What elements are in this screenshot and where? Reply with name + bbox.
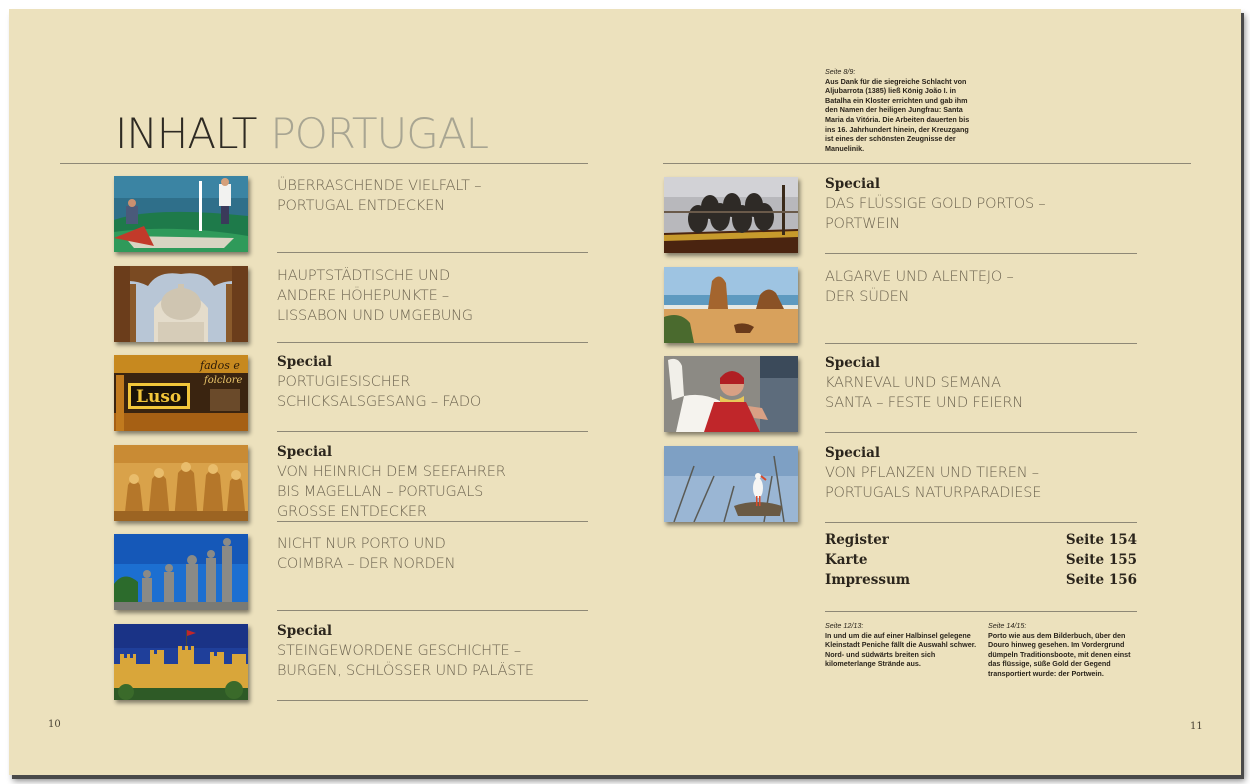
entry-rule [277, 521, 588, 522]
entry-title: NICHT NUR PORTO UND COIMBRA – DER NORDEN [277, 536, 456, 573]
entry-rule [825, 522, 1137, 523]
caption-bottom-right-ref: Seite 14/15: [988, 621, 1027, 630]
register-rule [825, 611, 1137, 612]
caption-bottom-left [825, 621, 977, 669]
entry-title: STEINGEWORDENE GESCHICHTE – BURGEN, SCHLÖSSER UND PALÄSTE [277, 643, 534, 679]
caption-bottom-left-text: In und um die auf einer Halbinsel gelegene Kleinstadt Peniche fällt die Auswahl schwer. Nord- und südwärts breiten sich kilometerlange Strände aus. [825, 630, 977, 669]
impressum-row[interactable] [825, 572, 1137, 592]
port-wine-barrels-photo [664, 177, 798, 253]
entry-rule [277, 342, 588, 343]
caption-bottom-right [988, 621, 1138, 679]
discoveries-monument-photo [114, 445, 248, 521]
entry-title: PORTUGIESISCHER SCHICKSALSGESANG – FADO [277, 374, 482, 411]
caption-bottom-right-text: Porto wie aus dem Bilderbuch, über den Douro hinweg gesehen. Im Vordergrund dümpeln Traditionsboote, mit denen einst das flüssige, süße Gold der Gegend transportiert wurde: der Portwein. [988, 630, 1131, 678]
caption-top-ref: Seite 8/9: [825, 67, 856, 76]
entry-rule [277, 700, 588, 701]
caption-top-text: Aus Dank für die siegreiche Schlacht von Aljubarrota (1385) ließ König João I. in Batalha ein Kloster errichten und gab ihm den Namen der heiligen Jungfrau: Santa Maria da Vitória. Die Arbeiten dauerten bis ins 16. Jahrhundert hinein, der Kreuzgang ist eines der schönsten Zeugnisse der Manuelinik. [825, 76, 970, 153]
entry-rule [825, 432, 1137, 433]
entry-rule [277, 431, 588, 432]
impressum-label: Impressum [825, 572, 911, 588]
register-row[interactable] [825, 532, 1137, 552]
header-rule-right [663, 163, 1191, 164]
entry-title: DAS FLÜSSIGE GOLD PORTOS – PORTWEIN [825, 196, 1046, 232]
caption-bottom-left-ref: Seite 12/13: [825, 621, 864, 630]
title-word-inhalt: INHALT [115, 109, 257, 158]
register-page: Seite 154 [1065, 532, 1137, 548]
page-number-left: 10 [48, 719, 61, 730]
caption-top [825, 67, 975, 153]
stork-nest-photo [664, 446, 798, 522]
entry-title: KARNEVAL UND SEMANA SANTA – FESTE UND FEIERN [825, 375, 1023, 412]
entry-title: HAUPTSTÄDTISCHE UND ANDERE HÖHEPUNKTE – LISSABON UND UMGEBUNG [277, 267, 473, 324]
svg-text:fados e: fados e [200, 359, 240, 373]
special-label: Special [825, 176, 881, 192]
monastery-dome-photo [114, 266, 248, 342]
statues-blue-sky-photo [114, 534, 248, 610]
register-label: Register [825, 532, 889, 548]
page-title [115, 108, 488, 160]
fado-bar-sign-photo [114, 355, 248, 431]
entry-rule [825, 343, 1137, 344]
special-label: Special [277, 354, 333, 371]
castle-walls-photo [114, 624, 248, 700]
entry-rule [825, 253, 1137, 254]
entry-rule [277, 252, 588, 253]
entry-title: ÜBERRASCHENDE VIELFALT – PORTUGAL ENTDECKEN [277, 178, 482, 214]
karte-label: Karte [825, 552, 868, 568]
header-rule-left [60, 163, 588, 164]
special-label: Special [277, 623, 333, 639]
karte-row[interactable] [825, 552, 1137, 572]
boat-fishermen-photo [114, 176, 248, 252]
page-number-right: 11 [1190, 721, 1203, 732]
karte-page: Seite 155 [1065, 552, 1137, 568]
entry-title: VON HEINRICH DEM SEEFAHRER BIS MAGELLAN – PORTUGALS GROSSE ENTDECKER [277, 463, 506, 520]
entry-title: ALGARVE UND ALENTEJO – DER SÜDEN [825, 268, 1014, 305]
algarve-rocks-photo [664, 267, 798, 343]
title-word-portugal: PORTUGAL [270, 109, 488, 158]
special-label: Special [277, 443, 333, 460]
entry-rule [277, 610, 588, 611]
entry-title: VON PFLANZEN UND TIEREN – PORTUGALS NATURPARADIESE [825, 464, 1042, 501]
svg-text:Luso: Luso [136, 387, 182, 408]
special-label: Special [825, 355, 881, 372]
svg-text:folclore: folclore [204, 375, 243, 387]
impressum-page: Seite 156 [1065, 572, 1137, 588]
dancer-costume-photo [664, 356, 798, 432]
special-label: Special [825, 444, 881, 461]
